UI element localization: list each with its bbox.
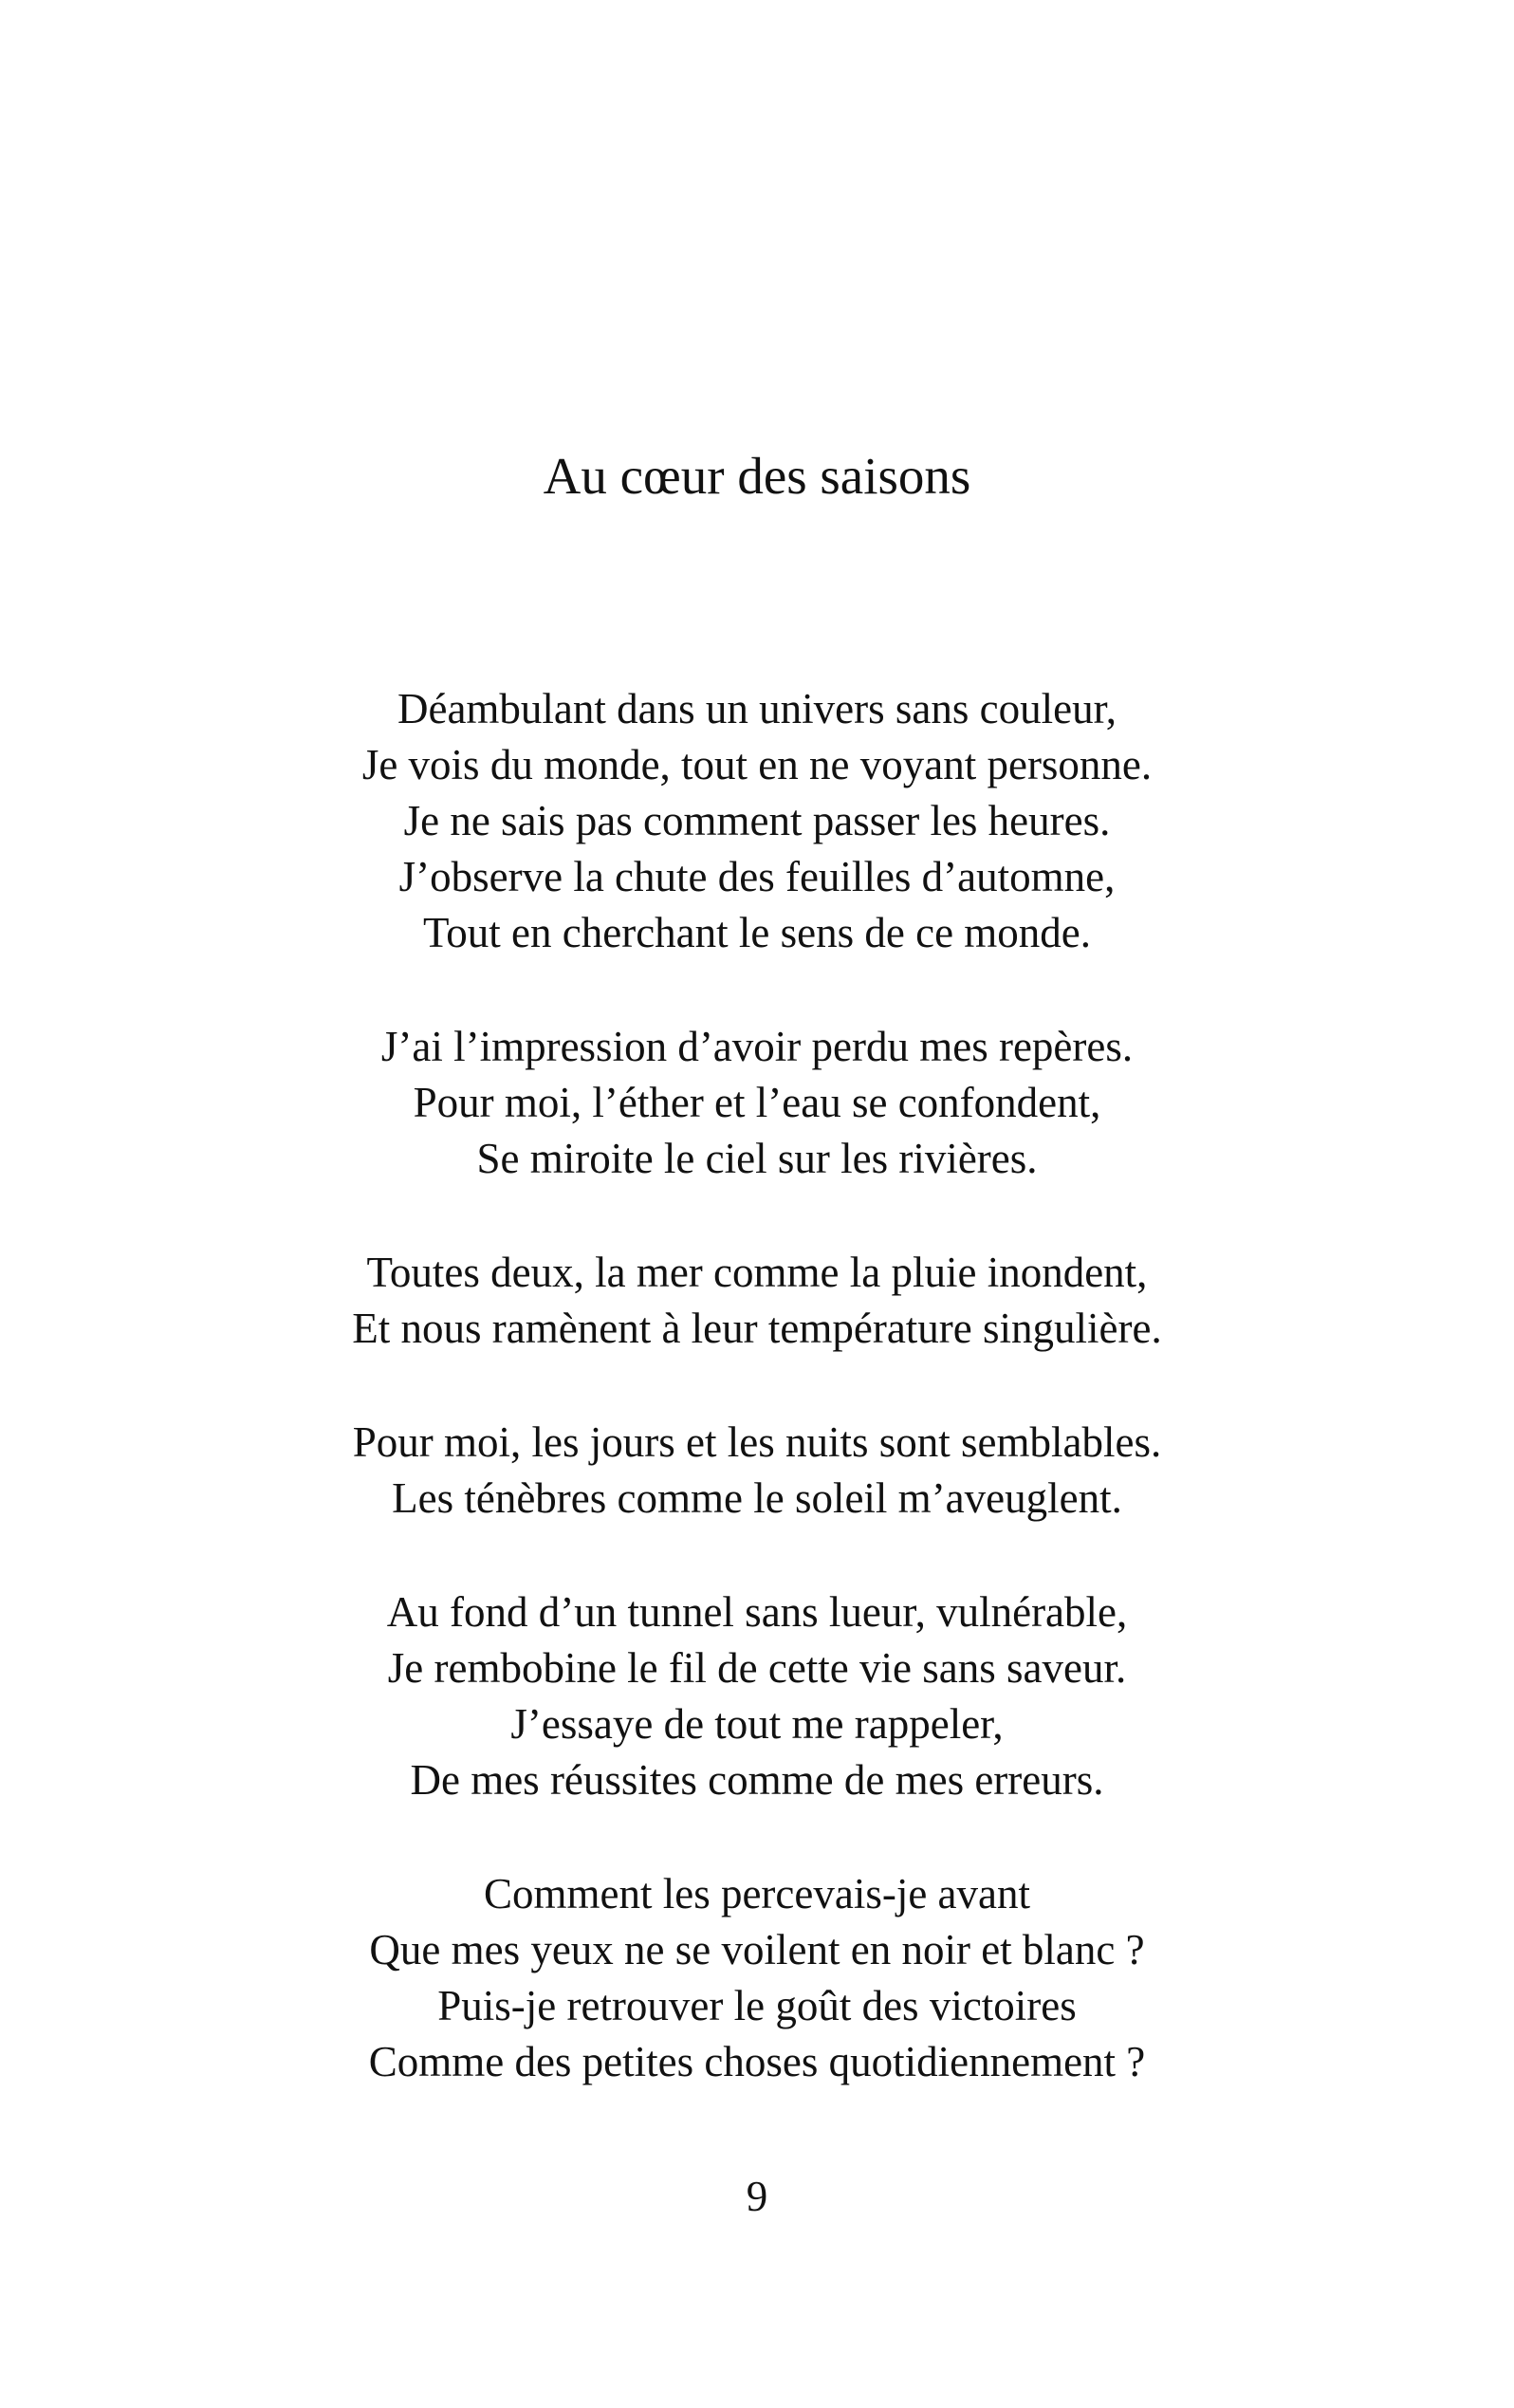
poem-line: Tout en cherchant le sens de ce monde. (422, 909, 1092, 956)
poem-line: Pour moi, les jours et les nuits sont semblables. (352, 1418, 1162, 1466)
poem-line: Comme des petites choses quotidiennement ? (368, 2038, 1146, 2085)
poem-line: Les ténèbres comme le soleil m’aveuglent. (392, 1474, 1122, 1522)
poem-line: Au fond d’un tunnel sans lueur, vulnérable, (386, 1588, 1128, 1636)
poem-line: Comment les percevais-je avant (483, 1870, 1031, 1917)
stanza (0, 1415, 1514, 1527)
poem-line: Pour moi, l’éther et l’eau se confondent, (413, 1079, 1101, 1126)
poem-line: Que mes yeux ne se voilent en noir et blanc ? (369, 1926, 1145, 1973)
poem-line: Je rembobine le fil de cette vie sans saveur. (387, 1644, 1127, 1692)
poem-body (0, 681, 1514, 2148)
stanza (0, 1866, 1514, 2090)
stanza (0, 681, 1514, 961)
poem-line: J’essaye de tout me rappeler, (510, 1700, 1004, 1748)
page-number: 9 (746, 2173, 768, 2220)
stanza (0, 1584, 1514, 1808)
poem-line: Je ne sais pas comment passer les heures. (403, 797, 1111, 844)
stanza (0, 1245, 1514, 1357)
poem-line: Toutes deux, la mer comme la pluie inondent, (366, 1249, 1148, 1296)
poem-line: Déambulant dans un univers sans couleur, (397, 685, 1117, 732)
poem-line: Se miroite le ciel sur les rivières. (476, 1135, 1038, 1182)
stanza (0, 1019, 1514, 1187)
poem-line: J’ai l’impression d’avoir perdu mes repères. (380, 1023, 1134, 1070)
poem-line: Je vois du monde, tout en ne voyant personne. (361, 741, 1153, 788)
poem-line: De mes réussites comme de mes erreurs. (410, 1756, 1104, 1804)
poem-line: Et nous ramènent à leur température singulière. (352, 1305, 1162, 1352)
poem-title: Au cœur des saisons (543, 447, 971, 505)
poem-line: J’observe la chute des feuilles d’automne, (398, 853, 1116, 900)
poem-line: Puis-je retrouver le goût des victoires (437, 1982, 1077, 2029)
